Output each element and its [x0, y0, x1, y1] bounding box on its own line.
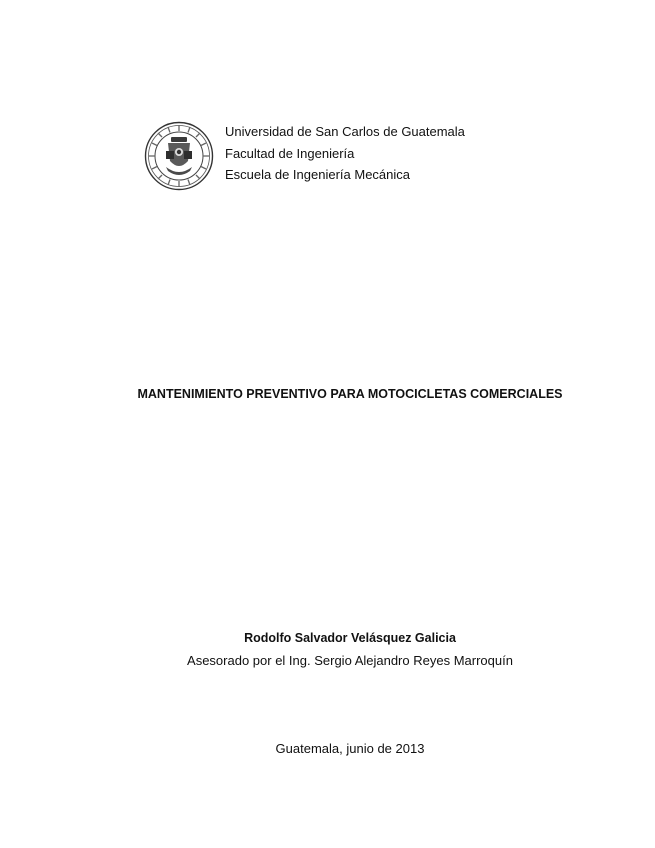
author-name: Rodolfo Salvador Velásquez Galicia [244, 631, 456, 645]
university-seal-icon [144, 121, 214, 191]
place-date: Guatemala, junio de 2013 [275, 741, 425, 756]
institution-block [225, 121, 465, 186]
faculty-name: Facultad de Ingeniería [225, 145, 355, 161]
document-title: MANTENIMIENTO PREVENTIVO PARA MOTOCICLETAS COMERCIALES [137, 387, 563, 401]
university-name: Universidad de San Carlos de Guatemala [225, 124, 465, 139]
advisor-line: Asesorado por el Ing. Sergio Alejandro Reyes Marroquín [187, 653, 513, 668]
school-name: Escuela de Ingeniería Mecánica [225, 167, 411, 182]
